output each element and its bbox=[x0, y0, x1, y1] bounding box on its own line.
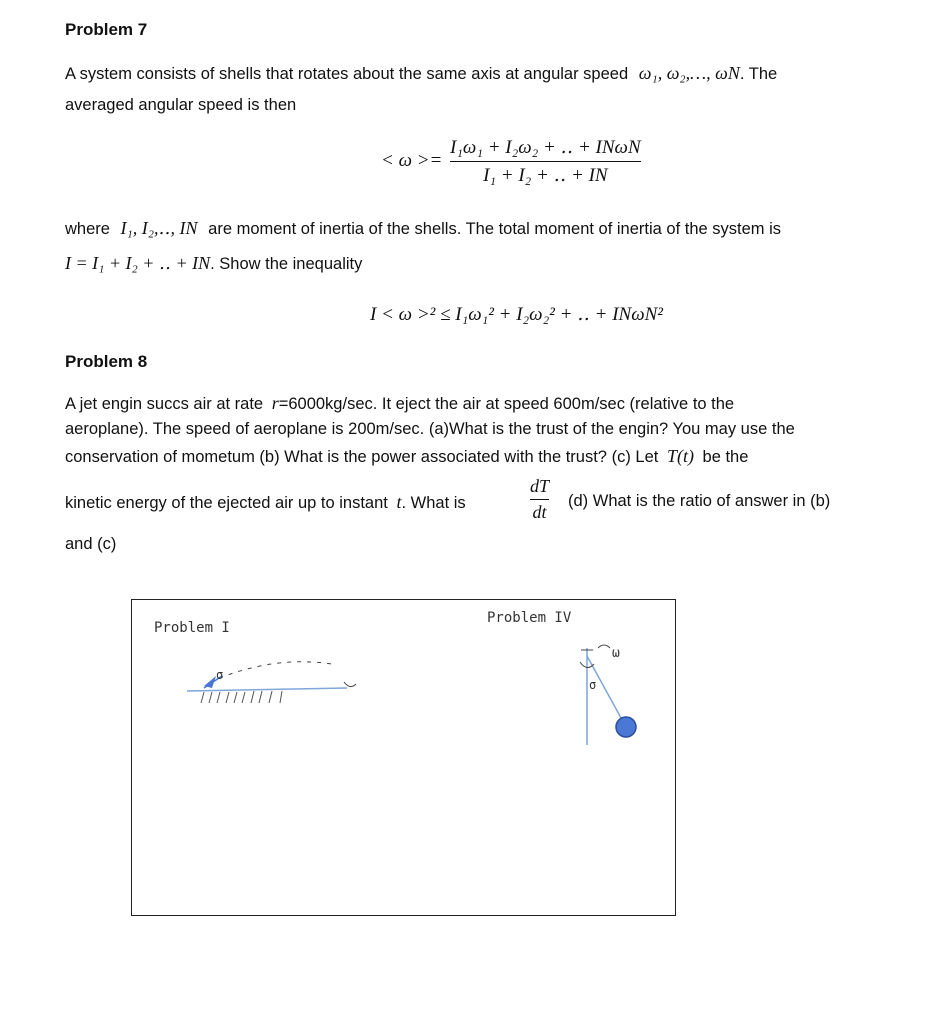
landing-mark bbox=[344, 682, 356, 687]
problem-7-heading: Problem 7 bbox=[65, 20, 148, 39]
dt-fraction bbox=[530, 476, 549, 523]
average-omega-numerator: I₁ω₁ + I₂ω₂ + ‥ + INωN bbox=[450, 137, 641, 158]
ground-hatch bbox=[201, 691, 282, 703]
pendulum-angle-label: σ bbox=[589, 678, 597, 692]
problem-7-line-4-end: . Show the inequality bbox=[210, 255, 363, 273]
problem-8-line-5: and (c) bbox=[65, 535, 117, 553]
problem-7-line-3-end: are moment of inertia of the shells. The total moment of inertia of the system is bbox=[208, 220, 782, 238]
trajectory-path bbox=[210, 662, 332, 682]
problem-8-line-4-mid: . What is bbox=[401, 494, 466, 512]
omega-label: ω bbox=[612, 646, 620, 661]
average-omega-denominator: I₁ + I₂ + ‥ + IN bbox=[483, 165, 608, 186]
problem-7-line-1 bbox=[65, 63, 777, 84]
problem-8-line-4-end: (d) What is the ratio of answer in (b) bbox=[568, 492, 831, 510]
problem-8-line-3-text: conservation of mometum (b) What is the power associated with the trust? (c) Let bbox=[65, 448, 659, 466]
problem-7-line-3 bbox=[65, 218, 781, 239]
total-inertia-formula: I = I₁ + I₂ + ‥ + IN bbox=[65, 253, 211, 273]
rate-symbol: r bbox=[271, 393, 279, 413]
problem-i-label: Problem I bbox=[154, 620, 230, 636]
inequality-formula: I < ω >² ≤ I₁ω₁² + I₂ω₂² + ‥ + INωN² bbox=[370, 304, 663, 325]
pendulum-bob bbox=[616, 717, 636, 737]
problem-8-line-1-end: =6000kg/sec. It eject the air at speed 600m/sec (relative to the bbox=[278, 395, 735, 413]
problem-7-line-2: averaged angular speed is then bbox=[65, 96, 297, 114]
fraction-bar bbox=[450, 161, 641, 162]
dt-denominator: dt bbox=[532, 502, 547, 522]
problem-8-line-4-text: kinetic energy of the ejected air up to instant bbox=[65, 494, 388, 512]
average-omega-fraction bbox=[450, 136, 641, 187]
problem-8-line-4-start bbox=[65, 492, 466, 513]
inertia-list: I₁, I₂,‥, IN bbox=[120, 218, 198, 238]
time-symbol: t bbox=[396, 492, 402, 512]
problem-8-line-3-end: be the bbox=[702, 448, 749, 466]
problem-8-line-1 bbox=[65, 393, 734, 414]
omega-list: ω₁, ω₂,…, ωN bbox=[638, 63, 740, 83]
problem-8-line-1-start: A jet engin succs air at rate bbox=[65, 395, 264, 413]
problem-7-line-3-start: where bbox=[65, 220, 110, 238]
launch-angle-label: σ bbox=[216, 668, 224, 682]
problem-iv-label: Problem IV bbox=[487, 610, 572, 626]
dt-numerator: dT bbox=[530, 476, 550, 496]
average-omega-lhs: < ω >= bbox=[381, 150, 443, 171]
problem-7-line-4 bbox=[65, 253, 362, 274]
rotation-mark bbox=[598, 645, 610, 648]
sketch-drawing bbox=[132, 600, 677, 917]
problem-7-line-1-text: A system consists of shells that rotates about the same axis at angular speed bbox=[65, 65, 629, 83]
sketch-box bbox=[131, 599, 676, 916]
problem-8-heading: Problem 8 bbox=[65, 352, 148, 371]
ground-line bbox=[187, 688, 347, 691]
dt-fraction-bar bbox=[530, 499, 549, 500]
problem-8-line-2: aeroplane). The speed of aeroplane is 200m/sec. (a)What is the trust of the engin? You may use the bbox=[65, 420, 795, 438]
problem-7-line-1-end: . The bbox=[739, 65, 778, 83]
kinetic-energy-symbol: T(t) bbox=[666, 446, 694, 466]
problem-8-line-3 bbox=[65, 446, 748, 467]
